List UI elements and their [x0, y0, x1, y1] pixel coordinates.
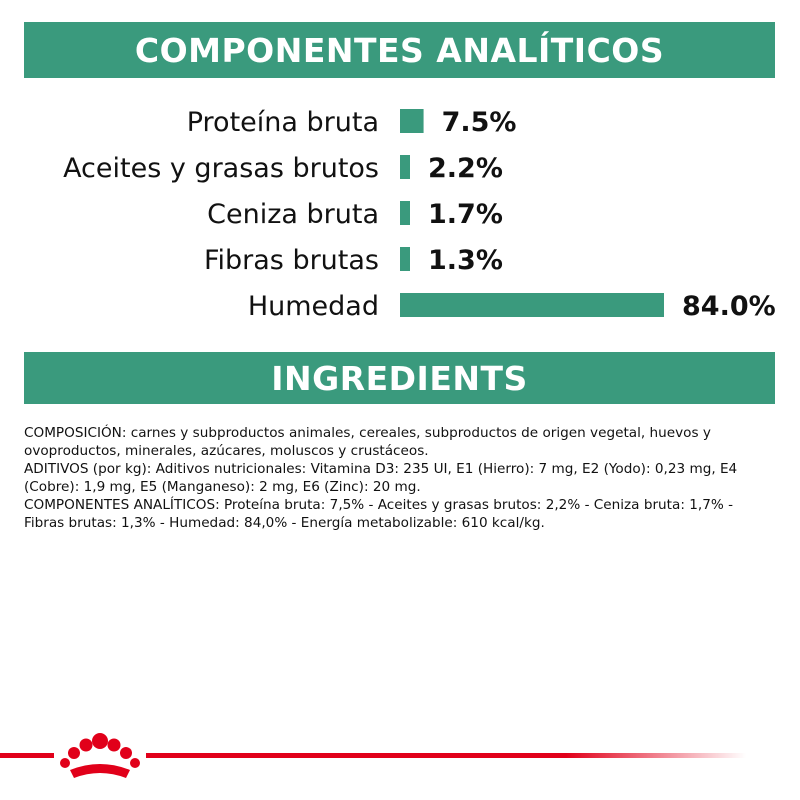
bar: [400, 247, 410, 271]
value-label: 1.3%: [428, 245, 503, 276]
ingredients-paragraph-composition: COMPOSICIÓN: carnes y subproductos animales, cereales, subproductos de origen vegetal, huevos y ovoproductos, minerales, azúcares, moluscos y crustáceos.: [24, 425, 711, 459]
footer-red-line-right: [146, 753, 746, 758]
value-label: 84.0%: [682, 291, 776, 322]
bar: [400, 201, 410, 225]
analytics-bar-chart: [0, 0, 800, 340]
category-label: Humedad: [247, 291, 379, 322]
category-label: Aceites y grasas brutos: [63, 153, 379, 184]
bar: [400, 155, 410, 179]
bar: [400, 109, 424, 133]
category-label: Ceniza bruta: [207, 199, 379, 230]
value-label: 2.2%: [428, 153, 503, 184]
ingredients-paragraph-additives: ADITIVOS (por kg): Aditivos nutricionales: Vitamina D3: 235 UI, E1 (Hierro): 7 mg, E2 (Yodo): 0,23 mg, E4 (Cobre): 1,9 mg, E5 (Manganeso): 2 mg, E6 (Zinc): 20 mg.: [24, 461, 738, 495]
analytics-header-title: COMPONENTES ANALÍTICOS: [134, 30, 665, 70]
value-label: 7.5%: [441, 107, 517, 138]
ingredients-text: [24, 424, 776, 532]
value-label: 1.7%: [428, 199, 503, 230]
ingredients-header-title: INGREDIENTS: [271, 358, 528, 398]
ingredients-header: [24, 352, 775, 404]
category-label: Proteína bruta: [186, 107, 379, 138]
footer-red-line-left: [0, 753, 54, 758]
category-label: Fibras brutas: [203, 245, 379, 276]
bar: [400, 293, 664, 317]
royal-canin-crown-icon: [56, 728, 144, 784]
ingredients-paragraph-analytics: COMPONENTES ANALÍTICOS: Proteína bruta: 7,5% - Aceites y grasas brutos: 2,2% - Ceniza bruta: 1,7% - Fibras brutas: 1,3% - Humedad: 84,0% - Energía metabolizable: 610 kcal/kg.: [24, 497, 733, 531]
